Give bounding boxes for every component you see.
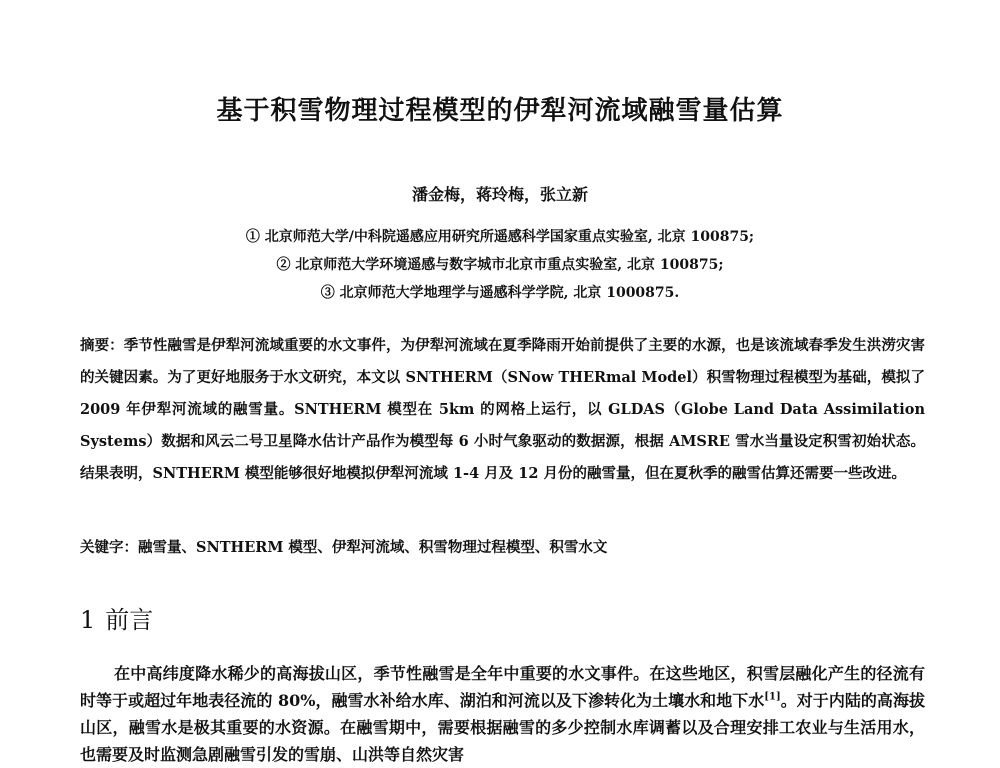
abstract-text: 季节性融雪是伊犁河流域重要的水文事件，为伊犁河流域在夏季降雨开始前提供了主要的水源，也是该流域春季发生洪涝灾害的关键因素。为了更好地服务于水文研究，本文以 SNTHERM（SNow THERmal Model）积雪物理过程模型为基础，模拟了 2009 年伊犁河流域的融雪量。SNTHERM 模型在 5km 的网格上运行，以 GLDAS（Globe Land Data Assimilation Systems）数据和风云二号卫星降水估计产品作为模型每 6 小时气象驱动的数据源，根据 AMSRE 雪水当量设定积雪初始状态。结果表明，SNTHERM 模型能够很好地模拟伊犁河流域 1-4 月及 12 月份的融雪量，但在夏秋季的融雪估算还需要一些改进。 (80, 337, 926, 482)
body-paragraph (80, 660, 925, 768)
section-title: 前言 (105, 606, 154, 634)
paper-title: 基于积雪物理过程模型的伊犁河流域融雪量估算 (216, 96, 784, 126)
body-text-part1: 在中高纬度降水稀少的高海拔山区，季节性融雪是全年中重要的水文事件。在这些地区，积雪层融化产生的径流有时等于或超过年地表径流的 80%，融雪水补给水库、湖泊和河流以及下渗转化为土壤水和地下水 (80, 664, 925, 710)
author-list: 潘金梅，蒋玲梅，张立新 (411, 185, 588, 204)
keywords-label: 关键字： (80, 540, 138, 556)
citation-ref: [1] (764, 691, 781, 703)
affiliation-2: ② 北京师范大学环境遥感与数字城市北京市重点实验室, 北京 100875; (276, 257, 724, 273)
body-text-part2: 。对于内陆的高海拔山区，融雪水是极其重要的水资源。在融雪期中，需要根据融雪的多少控制水库调蓄以及合理安排工农业与生活用水，也需要及时监测急剧融雪引发的雪崩、山洪等自然灾害 (80, 691, 925, 764)
abstract (80, 330, 925, 490)
affiliation-1: ① 北京师范大学/中科院遥感应用研究所遥感科学国家重点实验室, 北京 100875; (245, 229, 755, 245)
keywords (80, 536, 925, 560)
affiliation-3: ③ 北京师范大学地理学与遥感科学学院, 北京 1000875. (320, 285, 680, 301)
section-heading (80, 600, 153, 635)
abstract-label: 摘要： (80, 338, 124, 354)
section-number: 1 (80, 606, 96, 634)
keywords-text: 融雪量、SNTHERM 模型、伊犁河流域、积雪物理过程模型、积雪水文 (138, 539, 608, 556)
